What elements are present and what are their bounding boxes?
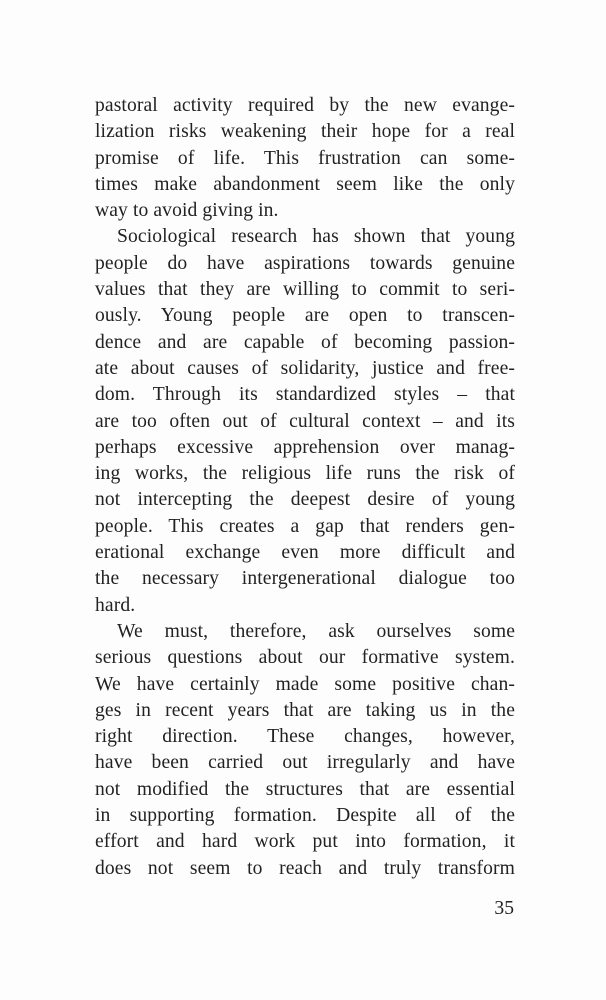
text-line: right direction. These changes, however,	[95, 726, 515, 748]
text-line: are too often out of cultural context – and its	[95, 410, 515, 432]
text-line: serious questions about our formative system.	[95, 647, 515, 669]
text-line: the necessary intergenerational dialogue too	[95, 568, 515, 590]
text-line: dom. Through its standardized styles – that	[95, 384, 515, 406]
text-line: We must, therefore, ask ourselves some	[117, 620, 515, 642]
text-line: pastoral activity required by the new evange-	[95, 95, 515, 116]
body-text	[95, 93, 515, 882]
text-line: lization risks weakening their hope for a real	[95, 121, 515, 143]
text-line: erational exchange even more difficult and	[95, 542, 515, 564]
text-line: dence and are capable of becoming passion-	[95, 331, 515, 353]
text-line: perhaps excessive apprehension over manag-	[95, 436, 515, 458]
text-line: effort and hard work put into formation, it	[95, 831, 515, 853]
text-line: ously. Young people are open to transcen-	[95, 305, 515, 327]
text-line: in supporting formation. Despite all of the	[95, 805, 515, 827]
text-line: way to avoid giving in.	[95, 200, 279, 222]
text-line: does not seem to reach and truly transform	[95, 857, 515, 879]
paragraph	[95, 224, 515, 618]
paragraph	[95, 619, 515, 882]
text-line: people do have aspirations towards genuine	[95, 252, 515, 274]
text-line: Sociological research has shown that young	[117, 226, 515, 248]
text-line: have been carried out irregularly and have	[95, 752, 515, 774]
page-number: 35	[494, 898, 514, 919]
text-line: ing works, the religious life runs the risk of	[95, 463, 515, 485]
text-line: We have certainly made some positive chan-	[95, 673, 515, 695]
text-line: values that they are willing to commit to seri-	[95, 279, 515, 301]
text-line: ges in recent years that are taking us in the	[95, 699, 515, 721]
text-line: not intercepting the deepest desire of young	[95, 489, 515, 511]
text-line: times make abandonment seem like the only	[95, 173, 515, 195]
text-line: people. This creates a gap that renders gen-	[95, 515, 515, 537]
paragraph	[95, 93, 515, 224]
text-line: ate about causes of solidarity, justice and free-	[95, 357, 515, 379]
text-line: not modified the structures that are essential	[95, 778, 515, 800]
text-line: hard.	[95, 594, 136, 616]
text-line: promise of life. This frustration can some-	[95, 147, 515, 169]
